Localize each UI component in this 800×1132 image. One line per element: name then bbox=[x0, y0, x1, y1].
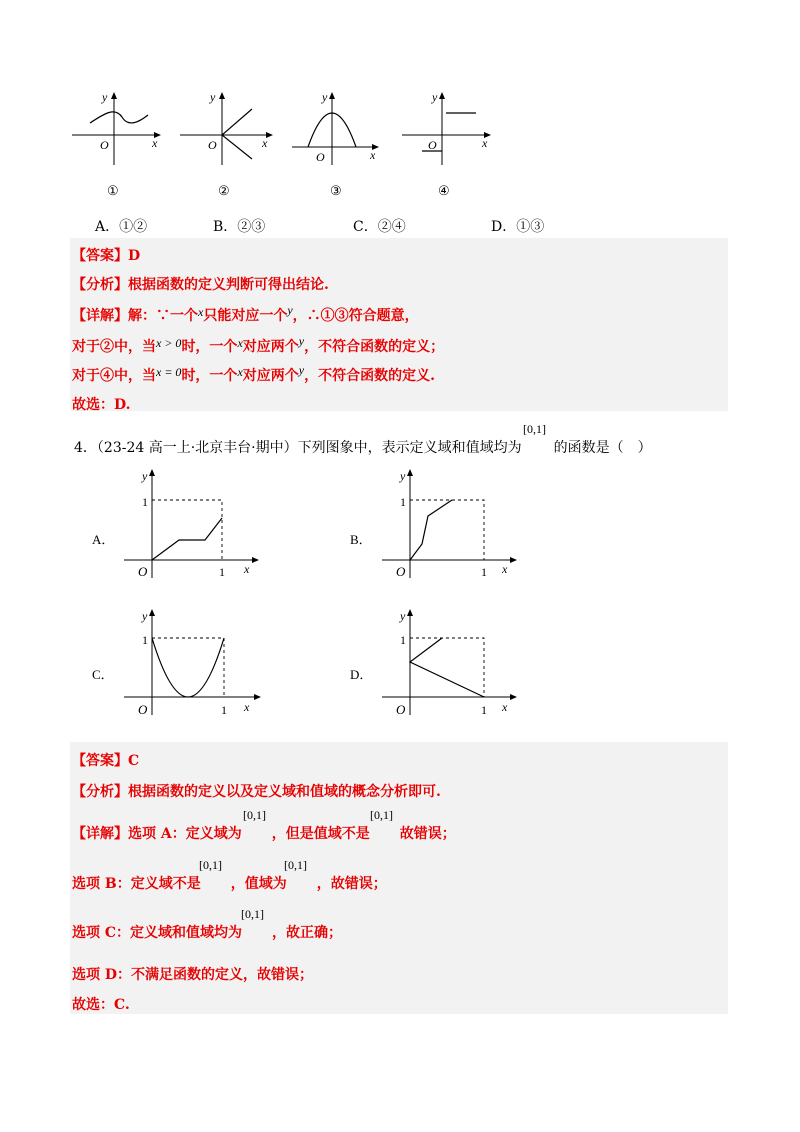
svg-text:x: x bbox=[482, 136, 488, 150]
svg-text:O: O bbox=[208, 138, 217, 152]
svg-text:A．: A． bbox=[92, 532, 115, 547]
q3-option-d: D．①③ bbox=[491, 219, 545, 235]
svg-text:1: 1 bbox=[400, 495, 406, 509]
q4-stem: 4．（23-24 高一上·北京丰台·期中）下列图象中，表示定义域和值域均为 的函数是（ ） bbox=[74, 440, 652, 456]
svg-text:O: O bbox=[138, 702, 148, 717]
svg-text:y: y bbox=[432, 90, 438, 104]
svg-text:1: 1 bbox=[221, 703, 227, 717]
q4-graph-b bbox=[350, 469, 516, 579]
svg-text:x: x bbox=[502, 700, 508, 714]
svg-text:B．: B． bbox=[350, 532, 372, 547]
q3-graphs bbox=[60, 85, 510, 200]
q4-conclusion: 故选：C. bbox=[72, 997, 130, 1013]
q3-option-c: C．②④ bbox=[353, 219, 406, 235]
svg-text:O: O bbox=[316, 150, 325, 164]
svg-text:y: y bbox=[322, 90, 328, 104]
q3-detail-line-2: 对于②中，当x > 0时，一个x对应两个y，不符合函数的定义； bbox=[72, 334, 445, 355]
svg-text:C．: C． bbox=[92, 667, 114, 682]
svg-text:1: 1 bbox=[219, 565, 225, 579]
svg-text:x: x bbox=[370, 148, 376, 162]
svg-text:O: O bbox=[396, 702, 406, 717]
svg-text:O: O bbox=[428, 138, 437, 152]
svg-text:x: x bbox=[244, 562, 250, 576]
svg-text:②: ② bbox=[218, 183, 230, 198]
q3-detail-line-1: 【详解】解：∵一个x只能对应一个y，∴①③符合题意， bbox=[72, 303, 419, 324]
q3-graph-3 bbox=[292, 90, 378, 198]
svg-text:1: 1 bbox=[481, 703, 487, 717]
svg-text:x: x bbox=[152, 136, 158, 150]
q3-graph-1 bbox=[72, 90, 160, 198]
svg-text:O: O bbox=[100, 138, 109, 152]
svg-text:y: y bbox=[102, 90, 108, 104]
q4-analysis-line: 【分析】根据函数的定义以及定义域和值域的概念分析即可. bbox=[72, 784, 441, 800]
q4-detail-b-interval-1: [0,1] bbox=[199, 858, 222, 872]
svg-text:③: ③ bbox=[330, 183, 342, 198]
q4-detail-a: 【详解】选项 A：定义域为 ，但是值域不是 故错误； bbox=[72, 826, 456, 842]
q3-option-b: B．②③ bbox=[213, 219, 266, 235]
q4-detail-b-interval-2: [0,1] bbox=[284, 858, 307, 872]
q4-detail-a-interval-1: [0,1] bbox=[243, 808, 266, 822]
q4-stem-interval: [0,1] bbox=[523, 422, 546, 436]
svg-text:x: x bbox=[262, 136, 268, 150]
q4-graph-a bbox=[92, 469, 258, 579]
svg-text:1: 1 bbox=[400, 633, 406, 647]
svg-text:y: y bbox=[142, 609, 148, 623]
q4-graph-d bbox=[350, 609, 516, 717]
q3-option-a: A．①② bbox=[95, 219, 148, 235]
q3-conclusion: 故选：D. bbox=[72, 397, 131, 413]
svg-text:y: y bbox=[400, 609, 406, 623]
q4-detail-a-interval-2: [0,1] bbox=[370, 808, 393, 822]
svg-text:x: x bbox=[244, 700, 250, 714]
svg-text:①: ① bbox=[107, 183, 119, 198]
q4-detail-c-interval: [0,1] bbox=[241, 907, 264, 921]
q4-answer-line: 【答案】C bbox=[72, 753, 140, 769]
q3-graph-4 bbox=[402, 90, 490, 198]
q3-analysis-line: 【分析】根据函数的定义判断可得出结论. bbox=[72, 277, 329, 293]
svg-text:x: x bbox=[502, 562, 508, 576]
svg-text:D．: D． bbox=[350, 667, 373, 682]
q3-answer-line: 【答案】D bbox=[72, 248, 141, 264]
q4-detail-b: 选项 B：定义域不是 ，值域为 ，故错误； bbox=[72, 876, 387, 892]
svg-text:1: 1 bbox=[142, 633, 148, 647]
q4-graphs bbox=[80, 460, 540, 730]
svg-text:y: y bbox=[210, 90, 216, 104]
q3-graph-2 bbox=[180, 90, 272, 198]
q4-detail-c: 选项 C：定义域和值域均为 ，故正确； bbox=[72, 925, 343, 941]
svg-text:y: y bbox=[400, 469, 406, 483]
q3-detail-line-3: 对于④中，当x = 0时，一个x对应两个y，不符合函数的定义. bbox=[72, 363, 435, 384]
q4-detail-d: 选项 D：不满足函数的定义，故错误； bbox=[72, 967, 314, 983]
svg-text:1: 1 bbox=[142, 495, 148, 509]
svg-text:1: 1 bbox=[481, 565, 487, 579]
svg-text:O: O bbox=[138, 564, 148, 579]
svg-text:④: ④ bbox=[438, 183, 450, 198]
q4-graph-c bbox=[92, 609, 260, 717]
svg-text:O: O bbox=[396, 564, 406, 579]
svg-text:y: y bbox=[142, 469, 148, 483]
